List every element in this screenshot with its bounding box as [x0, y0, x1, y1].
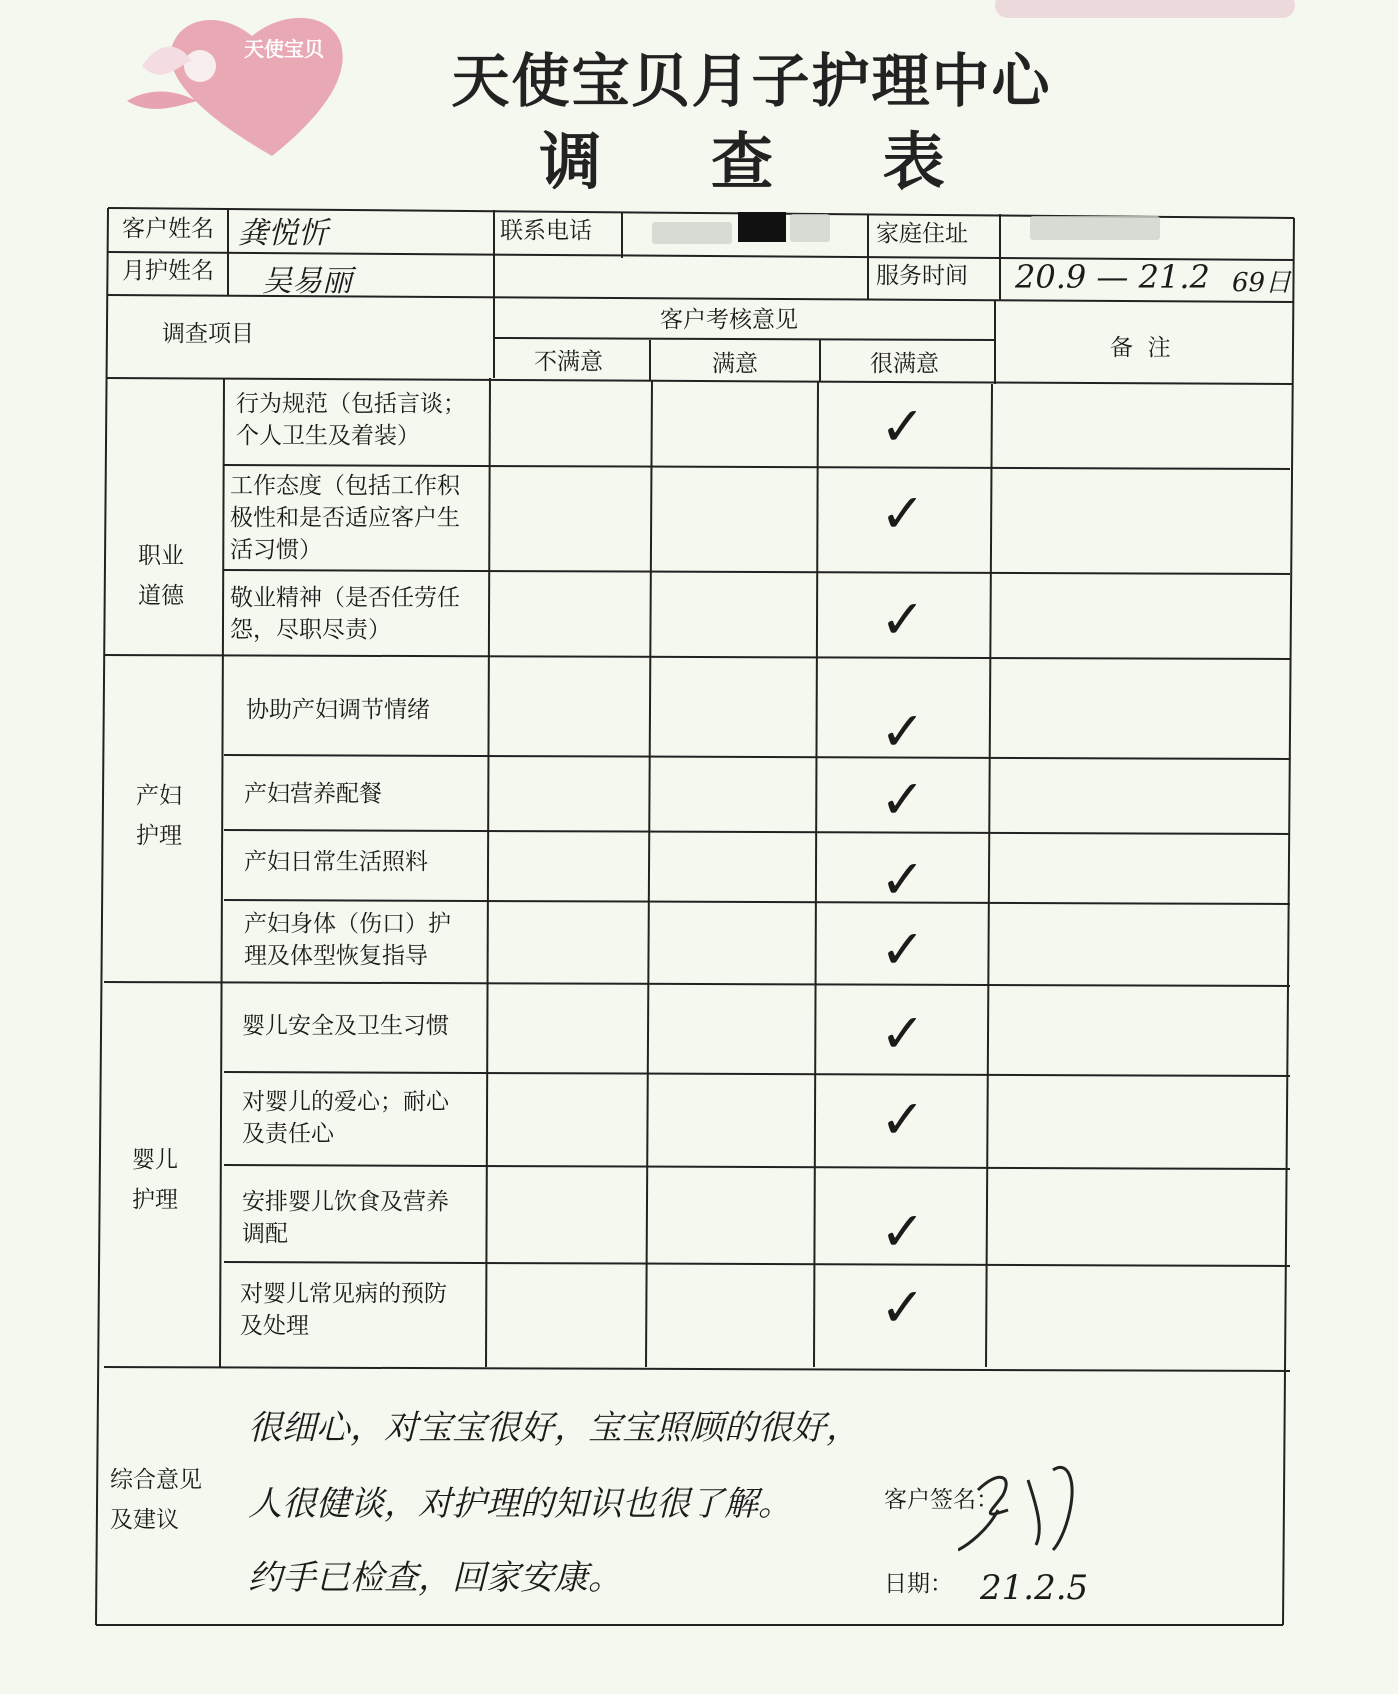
- category-professional-ethics: 职业 道德: [138, 543, 184, 609]
- satisfied-header: 满意: [712, 351, 758, 377]
- check-mark: ✓: [880, 700, 926, 763]
- summary-comment-line3: 约手已检查，回家安康。: [248, 1558, 622, 1598]
- very-satisfied-header: 很满意: [870, 351, 939, 377]
- customer-name-value: 龚悦忻: [238, 216, 328, 251]
- signature-label: 客户签名：: [884, 1487, 999, 1513]
- item-daily-care: 产妇日常生活照料: [244, 849, 428, 875]
- phone-redaction: [738, 212, 786, 242]
- customer-signature: [958, 1450, 1138, 1560]
- check-mark: ✓: [880, 918, 926, 981]
- item-recovery-guidance: 产妇身体（伤口）护 理及体型恢复指导: [244, 911, 451, 969]
- service-days-value: 69日: [1232, 268, 1292, 298]
- item-infant-love: 对婴儿的爱心；耐心 及责任心: [242, 1089, 449, 1147]
- service-time-value: 20.9 — 21.2: [1015, 258, 1210, 296]
- item-behavior-standards: 行为规范（包括言谈； 个人卫生及着装）: [236, 391, 466, 449]
- summary-comment-line2: 人很健谈，对护理的知识也很了解。: [248, 1484, 792, 1524]
- svg-text:天使宝贝: 天使宝贝: [244, 37, 324, 61]
- opinion-group-header: 客户考核意见: [660, 307, 798, 333]
- check-mark: ✓: [880, 482, 926, 545]
- remarks-header: 备 注: [1110, 335, 1171, 361]
- item-nutrition-meals: 产妇营养配餐: [244, 781, 382, 807]
- category-infant-care: 婴儿 护理: [132, 1147, 178, 1213]
- summary-label: 综合意见 及建议: [110, 1467, 202, 1533]
- summary-comment-line1: 很细心，对宝宝很好，宝宝照顾的很好，: [248, 1408, 860, 1448]
- organization-title: 天使宝贝月子护理中心: [451, 47, 1052, 115]
- item-mood-support: 协助产妇调节情绪: [246, 697, 430, 723]
- check-mark: ✓: [880, 848, 926, 911]
- item-infant-feeding: 安排婴儿饮食及营养 调配: [242, 1189, 449, 1247]
- check-mark: ✓: [880, 395, 926, 458]
- check-mark: ✓: [880, 1088, 926, 1151]
- service-time-label: 服务时间: [876, 263, 968, 289]
- phone-blur-2: [790, 214, 830, 242]
- phone-blur: [652, 222, 732, 244]
- phone-label: 联系电话: [500, 218, 592, 244]
- check-mark: ✓: [880, 1200, 926, 1263]
- check-mark: ✓: [880, 1002, 926, 1065]
- category-maternal-care: 产妇 护理: [136, 783, 182, 849]
- item-dedication: 敬业精神（是否任劳任 怨，尽职尽责）: [230, 585, 460, 643]
- item-infant-illness: 对婴儿常见病的预防 及处理: [240, 1281, 447, 1339]
- check-mark: ✓: [880, 1276, 926, 1339]
- item-work-attitude: 工作态度（包括工作积 极性和是否适应客户生 活习惯）: [230, 473, 460, 563]
- date-label: 日期：: [884, 1571, 953, 1597]
- check-mark: ✓: [880, 588, 926, 651]
- nanny-name-value: 吴易丽: [262, 264, 352, 299]
- customer-name-label: 客户姓名: [122, 216, 214, 242]
- unsatisfied-header: 不满意: [534, 349, 603, 375]
- form-title: 调 查 表: [539, 125, 989, 198]
- nanny-name-label: 月护姓名: [122, 258, 214, 284]
- address-label: 家庭住址: [876, 221, 968, 247]
- date-value: 21.2.5: [980, 1568, 1089, 1608]
- survey-items-header: 调查项目: [162, 321, 254, 347]
- address-blur: [1030, 216, 1160, 240]
- check-mark: ✓: [880, 768, 926, 831]
- item-infant-safety: 婴儿安全及卫生习惯: [242, 1013, 449, 1039]
